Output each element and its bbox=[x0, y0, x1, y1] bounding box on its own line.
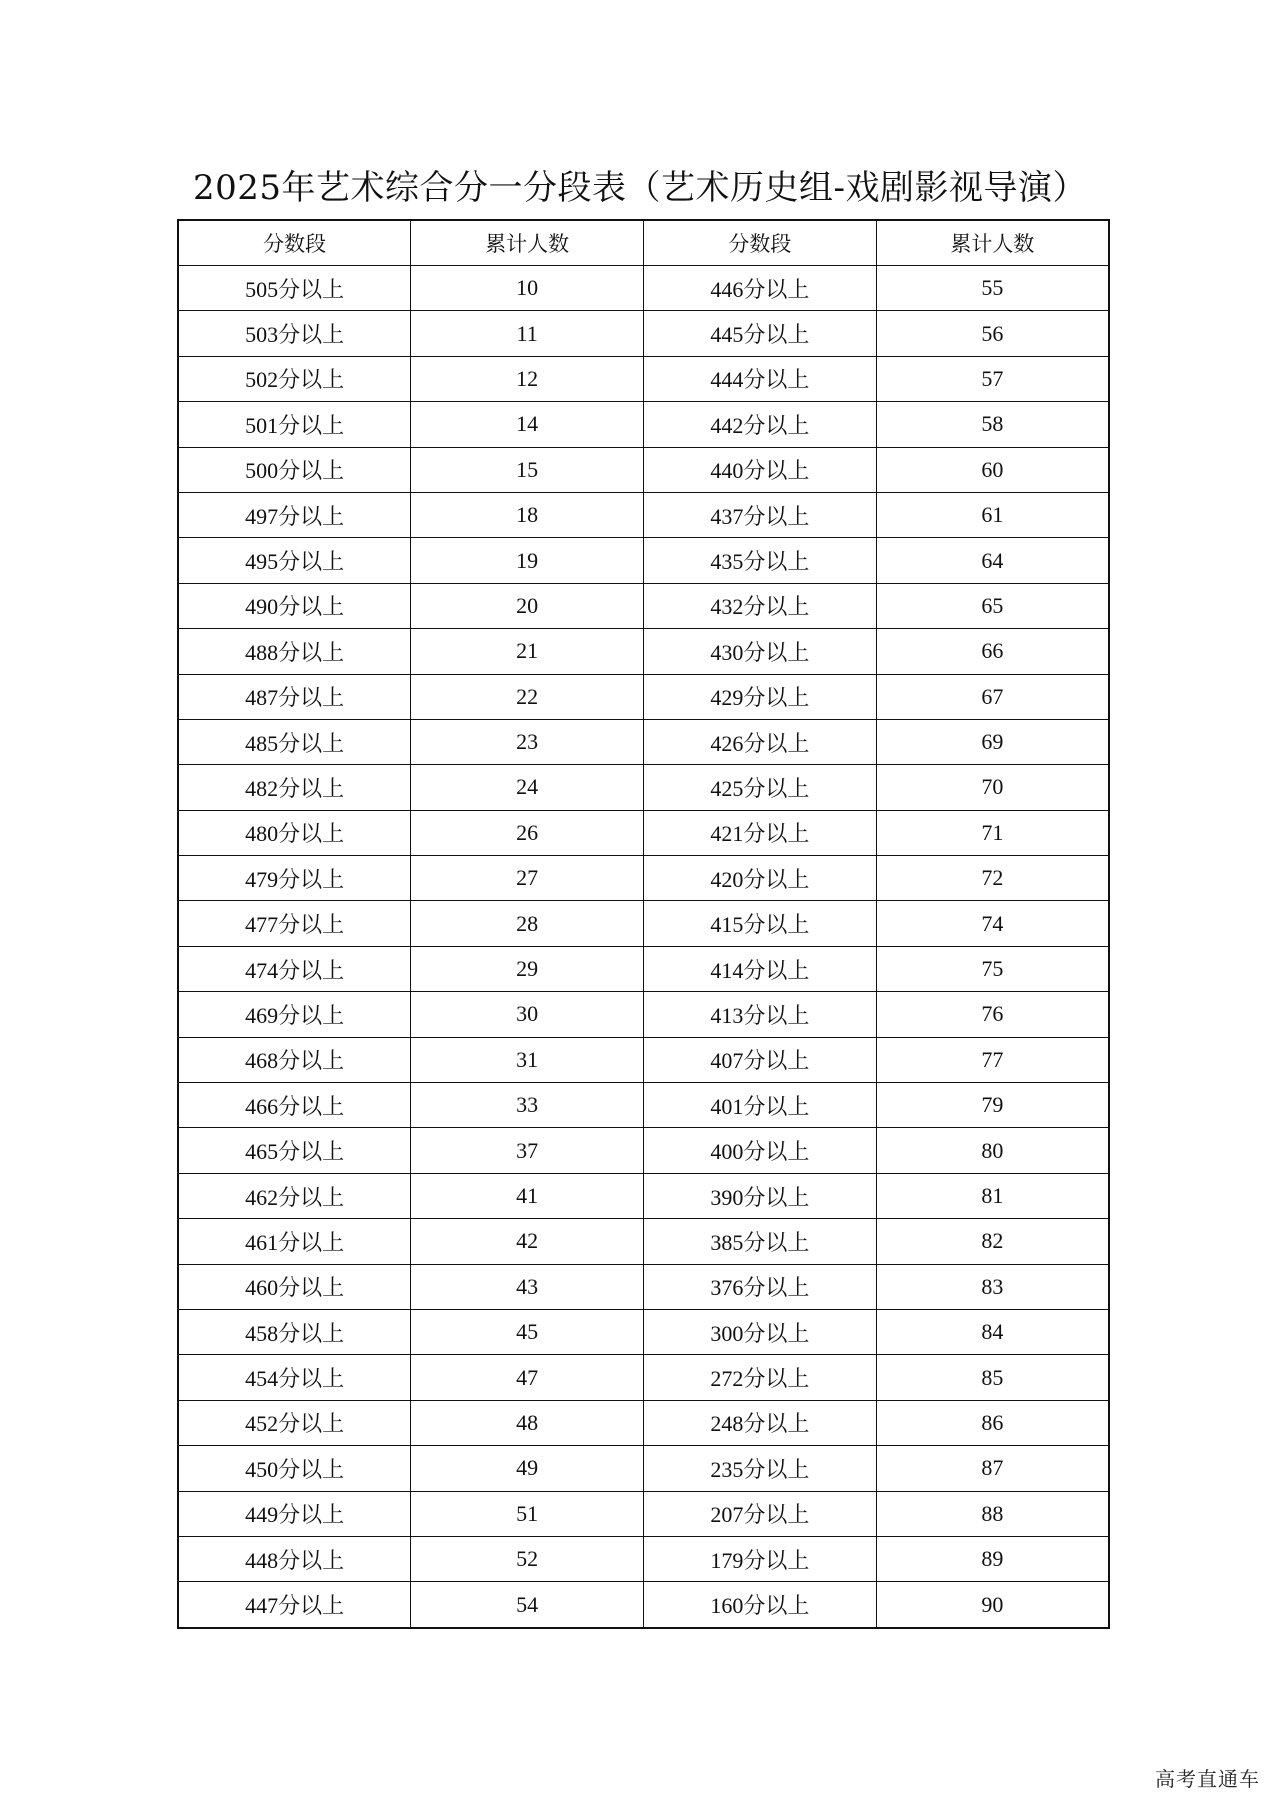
cumulative-count-left: 21 bbox=[411, 629, 644, 674]
score-range-right: 272分以上 bbox=[644, 1355, 877, 1400]
score-range-left: 466分以上 bbox=[178, 1083, 411, 1128]
table-header-row bbox=[178, 220, 1109, 266]
cumulative-count-right: 83 bbox=[876, 1264, 1109, 1309]
cumulative-count-right: 67 bbox=[876, 674, 1109, 719]
score-range-left: 469分以上 bbox=[178, 992, 411, 1037]
score-range-right: 437分以上 bbox=[644, 492, 877, 537]
cumulative-count-right: 65 bbox=[876, 583, 1109, 628]
cumulative-count-left: 19 bbox=[411, 538, 644, 583]
cumulative-count-left: 54 bbox=[411, 1582, 644, 1628]
cumulative-count-left: 23 bbox=[411, 719, 644, 764]
cumulative-count-left: 12 bbox=[411, 356, 644, 401]
header-cumulative-count-right: 累计人数 bbox=[876, 220, 1109, 266]
table-row bbox=[178, 1219, 1109, 1264]
cumulative-count-left: 24 bbox=[411, 765, 644, 810]
table-row bbox=[178, 765, 1109, 810]
cumulative-count-left: 11 bbox=[411, 311, 644, 356]
cumulative-count-left: 27 bbox=[411, 856, 644, 901]
cumulative-count-left: 47 bbox=[411, 1355, 644, 1400]
cumulative-count-right: 58 bbox=[876, 402, 1109, 447]
table-body bbox=[178, 266, 1109, 1628]
score-range-left: 482分以上 bbox=[178, 765, 411, 810]
header-score-range-right: 分数段 bbox=[644, 220, 877, 266]
table-row bbox=[178, 1173, 1109, 1218]
cumulative-count-left: 42 bbox=[411, 1219, 644, 1264]
score-range-left: 497分以上 bbox=[178, 492, 411, 537]
score-range-right: 385分以上 bbox=[644, 1219, 877, 1264]
score-table bbox=[177, 219, 1110, 1629]
cumulative-count-left: 48 bbox=[411, 1400, 644, 1445]
table-row bbox=[178, 1582, 1109, 1628]
score-range-left: 490分以上 bbox=[178, 583, 411, 628]
score-range-left: 485分以上 bbox=[178, 719, 411, 764]
page-title: 2025年艺术综合分一分段表（艺术历史组-戏剧影视导演） bbox=[192, 168, 1087, 208]
table-row bbox=[178, 810, 1109, 855]
table-row bbox=[178, 1491, 1109, 1536]
table-row bbox=[178, 447, 1109, 492]
header-score-range-left: 分数段 bbox=[178, 220, 411, 266]
cumulative-count-right: 69 bbox=[876, 719, 1109, 764]
cumulative-count-right: 84 bbox=[876, 1309, 1109, 1354]
cumulative-count-left: 41 bbox=[411, 1173, 644, 1218]
score-range-left: 454分以上 bbox=[178, 1355, 411, 1400]
score-range-left: 449分以上 bbox=[178, 1491, 411, 1536]
table-row bbox=[178, 311, 1109, 356]
score-range-right: 376分以上 bbox=[644, 1264, 877, 1309]
cumulative-count-left: 14 bbox=[411, 402, 644, 447]
cumulative-count-left: 20 bbox=[411, 583, 644, 628]
cumulative-count-left: 52 bbox=[411, 1536, 644, 1581]
table-row bbox=[178, 1083, 1109, 1128]
table-row bbox=[178, 402, 1109, 447]
score-range-left: 479分以上 bbox=[178, 856, 411, 901]
table-row bbox=[178, 901, 1109, 946]
score-range-right: 160分以上 bbox=[644, 1582, 877, 1628]
table-row bbox=[178, 1400, 1109, 1445]
header-cumulative-count-left: 累计人数 bbox=[411, 220, 644, 266]
score-range-left: 501分以上 bbox=[178, 402, 411, 447]
table-row bbox=[178, 1128, 1109, 1173]
table-row bbox=[178, 266, 1109, 311]
cumulative-count-left: 51 bbox=[411, 1491, 644, 1536]
score-range-left: 503分以上 bbox=[178, 311, 411, 356]
table-row bbox=[178, 992, 1109, 1037]
score-range-right: 400分以上 bbox=[644, 1128, 877, 1173]
cumulative-count-left: 26 bbox=[411, 810, 644, 855]
watermark: 高考直通车 bbox=[1155, 1767, 1260, 1791]
table-row bbox=[178, 1264, 1109, 1309]
cumulative-count-left: 10 bbox=[411, 266, 644, 311]
cumulative-count-left: 37 bbox=[411, 1128, 644, 1173]
table-row bbox=[178, 1446, 1109, 1491]
cumulative-count-right: 89 bbox=[876, 1536, 1109, 1581]
score-range-left: 468分以上 bbox=[178, 1037, 411, 1082]
cumulative-count-right: 66 bbox=[876, 629, 1109, 674]
cumulative-count-right: 72 bbox=[876, 856, 1109, 901]
cumulative-count-right: 57 bbox=[876, 356, 1109, 401]
table-row bbox=[178, 538, 1109, 583]
cumulative-count-right: 79 bbox=[876, 1083, 1109, 1128]
cumulative-count-left: 43 bbox=[411, 1264, 644, 1309]
cumulative-count-right: 80 bbox=[876, 1128, 1109, 1173]
score-range-right: 445分以上 bbox=[644, 311, 877, 356]
score-range-left: 460分以上 bbox=[178, 1264, 411, 1309]
cumulative-count-right: 81 bbox=[876, 1173, 1109, 1218]
cumulative-count-right: 76 bbox=[876, 992, 1109, 1037]
score-range-left: 465分以上 bbox=[178, 1128, 411, 1173]
cumulative-count-right: 56 bbox=[876, 311, 1109, 356]
cumulative-count-left: 22 bbox=[411, 674, 644, 719]
score-range-left: 447分以上 bbox=[178, 1582, 411, 1628]
score-range-left: 458分以上 bbox=[178, 1309, 411, 1354]
score-range-right: 430分以上 bbox=[644, 629, 877, 674]
cumulative-count-left: 29 bbox=[411, 946, 644, 991]
cumulative-count-right: 55 bbox=[876, 266, 1109, 311]
score-range-right: 401分以上 bbox=[644, 1083, 877, 1128]
score-range-right: 248分以上 bbox=[644, 1400, 877, 1445]
score-range-left: 505分以上 bbox=[178, 266, 411, 311]
score-range-left: 448分以上 bbox=[178, 1536, 411, 1581]
cumulative-count-left: 28 bbox=[411, 901, 644, 946]
cumulative-count-right: 60 bbox=[876, 447, 1109, 492]
score-range-right: 390分以上 bbox=[644, 1173, 877, 1218]
table-row bbox=[178, 629, 1109, 674]
cumulative-count-right: 64 bbox=[876, 538, 1109, 583]
cumulative-count-right: 70 bbox=[876, 765, 1109, 810]
score-range-right: 435分以上 bbox=[644, 538, 877, 583]
score-range-left: 480分以上 bbox=[178, 810, 411, 855]
cumulative-count-left: 30 bbox=[411, 992, 644, 1037]
score-range-left: 500分以上 bbox=[178, 447, 411, 492]
score-range-left: 487分以上 bbox=[178, 674, 411, 719]
table-row bbox=[178, 946, 1109, 991]
score-range-right: 413分以上 bbox=[644, 992, 877, 1037]
score-range-right: 415分以上 bbox=[644, 901, 877, 946]
cumulative-count-left: 33 bbox=[411, 1083, 644, 1128]
score-range-right: 446分以上 bbox=[644, 266, 877, 311]
score-range-left: 477分以上 bbox=[178, 901, 411, 946]
score-range-right: 235分以上 bbox=[644, 1446, 877, 1491]
score-range-right: 442分以上 bbox=[644, 402, 877, 447]
table-row bbox=[178, 1536, 1109, 1581]
cumulative-count-left: 31 bbox=[411, 1037, 644, 1082]
table-row bbox=[178, 583, 1109, 628]
score-range-left: 462分以上 bbox=[178, 1173, 411, 1218]
cumulative-count-right: 87 bbox=[876, 1446, 1109, 1491]
score-range-right: 444分以上 bbox=[644, 356, 877, 401]
cumulative-count-right: 88 bbox=[876, 1491, 1109, 1536]
score-range-right: 432分以上 bbox=[644, 583, 877, 628]
cumulative-count-right: 71 bbox=[876, 810, 1109, 855]
score-range-left: 495分以上 bbox=[178, 538, 411, 583]
table-row bbox=[178, 674, 1109, 719]
score-range-right: 414分以上 bbox=[644, 946, 877, 991]
table-row bbox=[178, 356, 1109, 401]
score-range-left: 461分以上 bbox=[178, 1219, 411, 1264]
cumulative-count-right: 82 bbox=[876, 1219, 1109, 1264]
cumulative-count-right: 77 bbox=[876, 1037, 1109, 1082]
cumulative-count-right: 86 bbox=[876, 1400, 1109, 1445]
cumulative-count-right: 74 bbox=[876, 901, 1109, 946]
table-row bbox=[178, 492, 1109, 537]
score-range-right: 421分以上 bbox=[644, 810, 877, 855]
score-range-right: 440分以上 bbox=[644, 447, 877, 492]
cumulative-count-right: 75 bbox=[876, 946, 1109, 991]
cumulative-count-right: 90 bbox=[876, 1582, 1109, 1628]
score-range-left: 452分以上 bbox=[178, 1400, 411, 1445]
score-range-right: 426分以上 bbox=[644, 719, 877, 764]
cumulative-count-left: 45 bbox=[411, 1309, 644, 1354]
cumulative-count-right: 85 bbox=[876, 1355, 1109, 1400]
score-range-right: 429分以上 bbox=[644, 674, 877, 719]
score-range-right: 179分以上 bbox=[644, 1536, 877, 1581]
table-row bbox=[178, 1037, 1109, 1082]
score-range-right: 425分以上 bbox=[644, 765, 877, 810]
score-range-left: 502分以上 bbox=[178, 356, 411, 401]
cumulative-count-right: 61 bbox=[876, 492, 1109, 537]
score-range-left: 488分以上 bbox=[178, 629, 411, 674]
score-range-left: 474分以上 bbox=[178, 946, 411, 991]
table-row bbox=[178, 1355, 1109, 1400]
table-row bbox=[178, 856, 1109, 901]
table-row bbox=[178, 719, 1109, 764]
score-range-right: 407分以上 bbox=[644, 1037, 877, 1082]
cumulative-count-left: 49 bbox=[411, 1446, 644, 1491]
cumulative-count-left: 18 bbox=[411, 492, 644, 537]
score-range-left: 450分以上 bbox=[178, 1446, 411, 1491]
score-range-right: 300分以上 bbox=[644, 1309, 877, 1354]
score-range-right: 420分以上 bbox=[644, 856, 877, 901]
score-range-right: 207分以上 bbox=[644, 1491, 877, 1536]
table-row bbox=[178, 1309, 1109, 1354]
cumulative-count-left: 15 bbox=[411, 447, 644, 492]
